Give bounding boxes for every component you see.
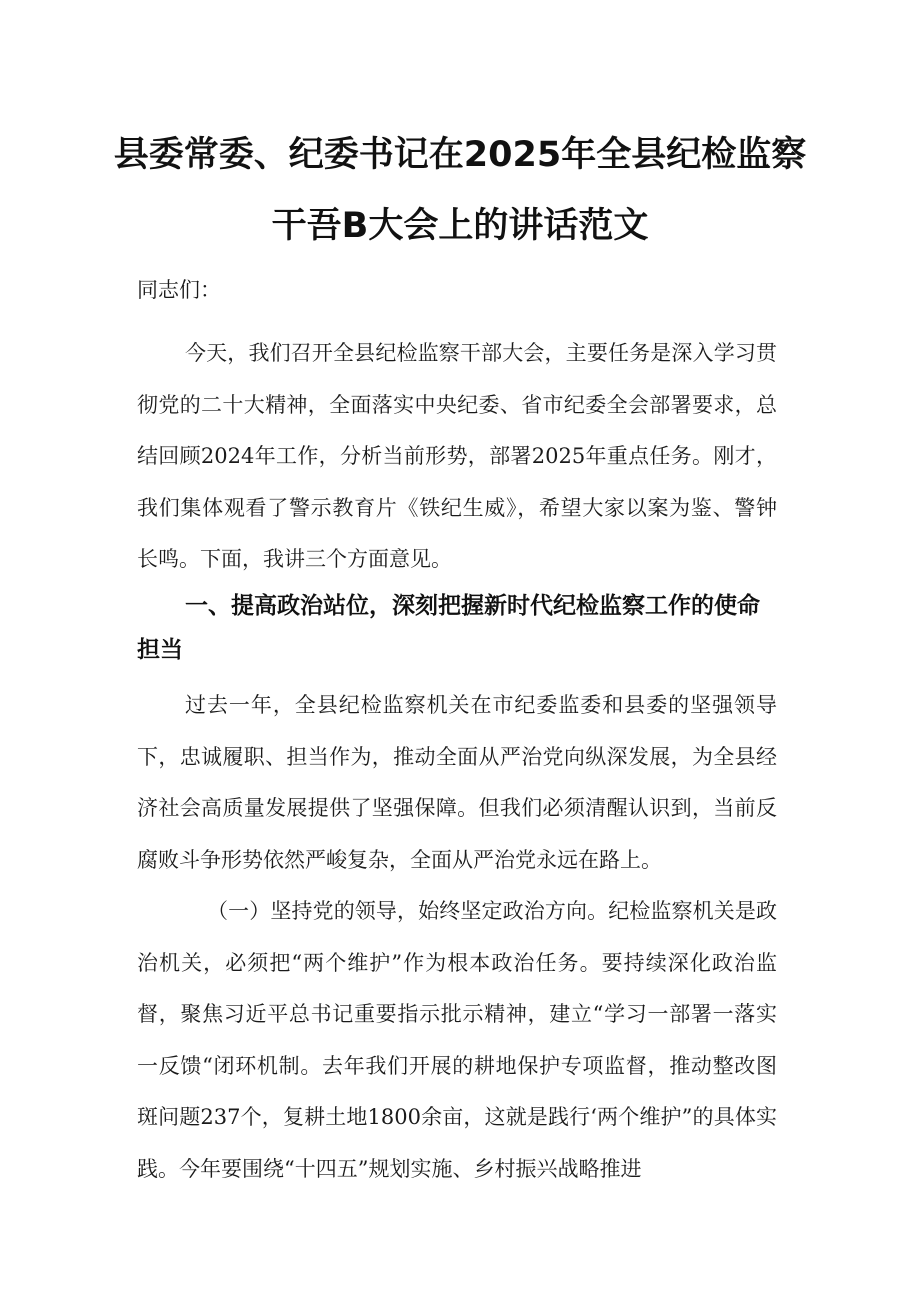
paragraph-subsection-1: （一）坚持党的领导，始终坚定政治方向。纪检监察机关是政治机关，必须把“两个维护”作为根本政治任务。要持续深化政治监督，聚焦习近平总书记重要指示批示精神，建立“学习一部署一落实一反馈“闭环机制。去年我们开展的耕地保护专项监督，推动整改图斑问题237个，复耕土地1800余亩，这就是践行‘两个维护”的具体实践。今年要围绕“十四五”规划实施、乡村振兴战略推进	[137, 899, 777, 1181]
paragraph-review: 过去一年，全县纪检监察机关在市纪委监委和县委的坚强领导下，忠诚履职、担当作为，推动全面从严治党向纵深发展，为全县经济社会高质量发展提供了坚强保障。但我们必须清醒认识到，当前反腐败斗争形势依然严峻复杂，全面从严治党永远在路上。	[137, 693, 777, 872]
section-heading-1: 一、提高政治站位，深刻把握新时代纪检监察工作的使命担当	[137, 593, 760, 663]
document-title-line-1: 县委常委、纪委书记在2025年全县纪检监察	[113, 135, 807, 175]
document-title-line-2: 干吾B大会上的讲话范文	[271, 206, 649, 246]
paragraph-intro: 今天，我们召开全县纪检监察干部大会，主要任务是深入学习贯彻党的二十大精神，全面落实中央纪委、省市纪委全会部署要求，总结回顾2024年工作，分析当前形势，部署2025年重点任务。刚才，我们集体观看了警示教育片《铁纪生威》，希望大家以案为鉴、警钟长鸣。下面，我讲三个方面意见。	[137, 341, 777, 571]
salutation: 同志们：	[137, 278, 221, 302]
